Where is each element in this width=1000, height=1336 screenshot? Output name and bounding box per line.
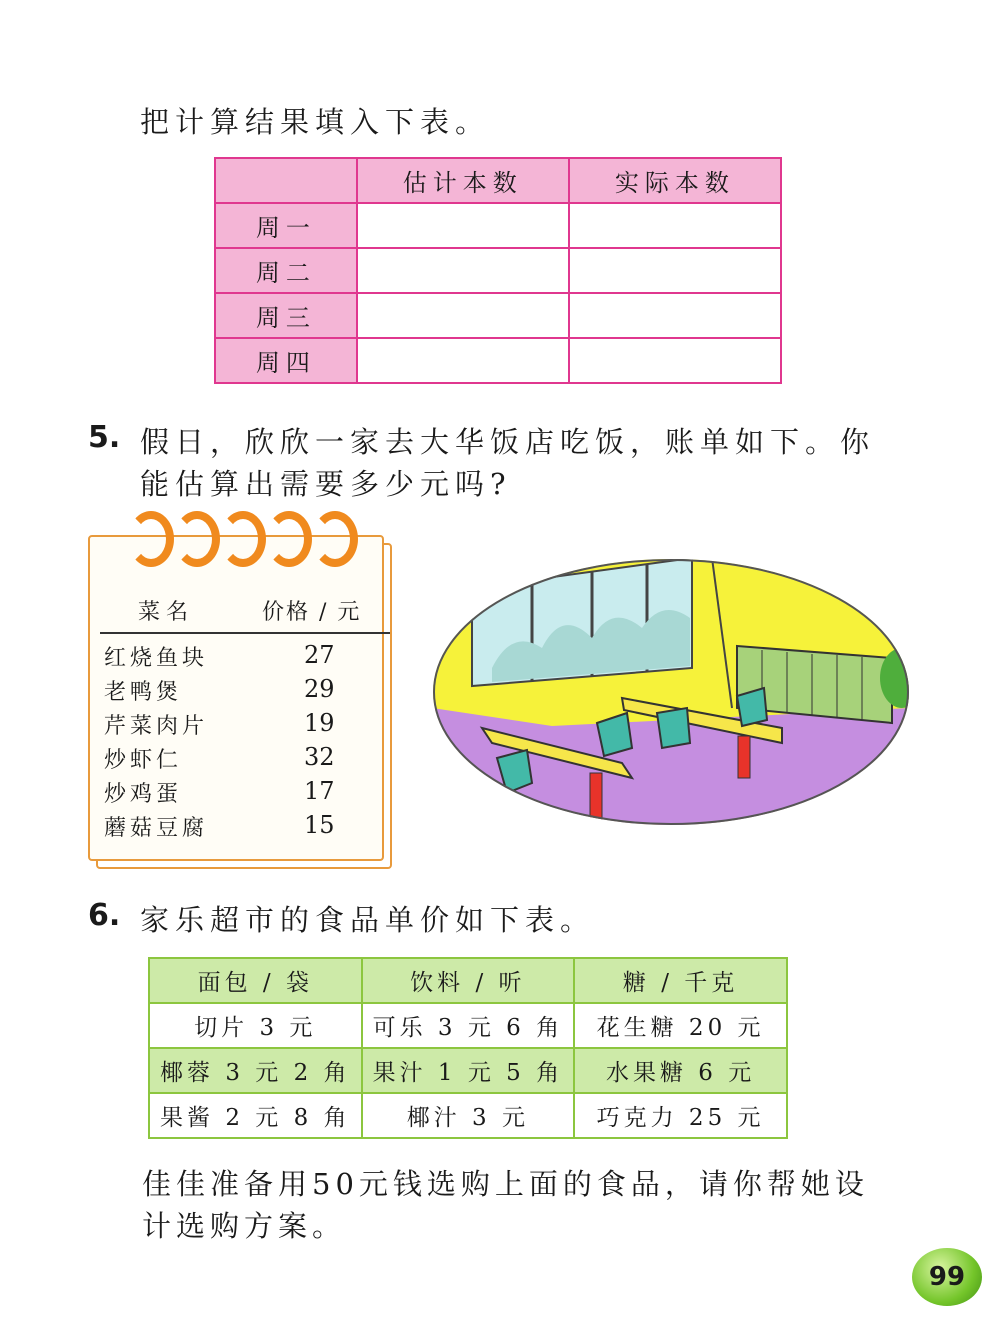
week-table: [214, 157, 782, 384]
problem-6-number: 6.: [88, 898, 121, 933]
estimate-cell[interactable]: [357, 203, 569, 248]
menu-item-price: 17: [304, 777, 335, 805]
row-label: 周三: [215, 293, 357, 338]
actual-cell[interactable]: [569, 248, 781, 293]
menu-divider: [100, 632, 390, 634]
table-row: [149, 1003, 787, 1048]
menu-item: [104, 641, 374, 675]
table-cell: 果汁 1 元 5 角: [362, 1048, 575, 1093]
table-header-cell: 面包 / 袋: [149, 958, 362, 1003]
table-cell: 椰蓉 3 元 2 角: [149, 1048, 362, 1093]
table-row: [149, 1093, 787, 1138]
actual-cell[interactable]: [569, 338, 781, 383]
page-number-badge: 99: [912, 1248, 982, 1306]
estimate-cell[interactable]: [357, 248, 569, 293]
row-label: 周二: [215, 248, 357, 293]
table-header-cell: 估计本数: [357, 158, 569, 203]
menu-header-name: 菜名: [138, 600, 195, 625]
problem-6-footer2: 计选购方案。: [142, 1209, 347, 1243]
table-cell: 花生糖 20 元: [574, 1003, 787, 1048]
intro-text: 把计算结果填入下表。: [140, 105, 491, 139]
menu-item-price: 15: [304, 811, 335, 839]
table-header-cell: 糖 / 千克: [574, 958, 787, 1003]
row-label: 周四: [215, 338, 357, 383]
estimate-cell[interactable]: [357, 338, 569, 383]
menu-item-name: 蘑菇豆腐: [104, 816, 209, 841]
table-row: [149, 1048, 787, 1093]
spiral-ring-icon: [174, 511, 220, 567]
menu-item: [104, 811, 374, 845]
problem-6-footer1: 佳佳准备用50元钱选购上面的食品，请你帮她设: [142, 1167, 869, 1201]
spiral-ring-icon: [220, 511, 266, 567]
menu-item-price: 19: [304, 709, 335, 737]
menu-card: [88, 535, 390, 865]
menu-header-price: 价格 / 元: [262, 600, 362, 625]
table-cell: 切片 3 元: [149, 1003, 362, 1048]
menu-item-name: 红烧鱼块: [104, 646, 209, 671]
problem-5-line1: 假日，欣欣一家去大华饭店吃饭，账单如下。你: [140, 425, 876, 459]
food-price-table: [148, 957, 788, 1139]
table-header-cell: [215, 158, 357, 203]
table-header-cell: 实际本数: [569, 158, 781, 203]
restaurant-illustration: [432, 558, 910, 826]
actual-cell[interactable]: [569, 293, 781, 338]
table-row: [215, 338, 781, 383]
table-cell: 巧克力 25 元: [574, 1093, 787, 1138]
table-row: [215, 203, 781, 248]
table-row: [215, 248, 781, 293]
spiral-ring-icon: [266, 511, 312, 567]
problem-5-line2: 能估算出需要多少元吗?: [140, 467, 512, 501]
problem-6-line1: 家乐超市的食品单价如下表。: [140, 903, 596, 937]
problem-5-number: 5.: [88, 420, 121, 455]
spiral-ring-icon: [128, 511, 174, 567]
menu-item-price: 27: [304, 641, 335, 669]
table-cell: 果酱 2 元 8 角: [149, 1093, 362, 1138]
table-cell: 可乐 3 元 6 角: [362, 1003, 575, 1048]
menu-item: [104, 709, 374, 743]
menu-item: [104, 777, 374, 811]
row-label: 周一: [215, 203, 357, 248]
menu-item-name: 炒虾仁: [104, 748, 183, 773]
card-front-page: [88, 535, 384, 861]
table-row: [215, 293, 781, 338]
menu-item-price: 29: [304, 675, 335, 703]
menu-item: [104, 675, 374, 709]
menu-item-name: 炒鸡蛋: [104, 782, 183, 807]
actual-cell[interactable]: [569, 203, 781, 248]
menu-item-name: 老鸭煲: [104, 680, 183, 705]
table-header-row: [215, 158, 781, 203]
menu-item: [104, 743, 374, 777]
menu-item-name: 芹菜肉片: [104, 714, 209, 739]
table-cell: 水果糖 6 元: [574, 1048, 787, 1093]
table-cell: 椰汁 3 元: [362, 1093, 575, 1138]
table-header-cell: 饮料 / 听: [362, 958, 575, 1003]
table-header-row: [149, 958, 787, 1003]
menu-item-price: 32: [304, 743, 335, 771]
spiral-ring-icon: [312, 511, 358, 567]
estimate-cell[interactable]: [357, 293, 569, 338]
